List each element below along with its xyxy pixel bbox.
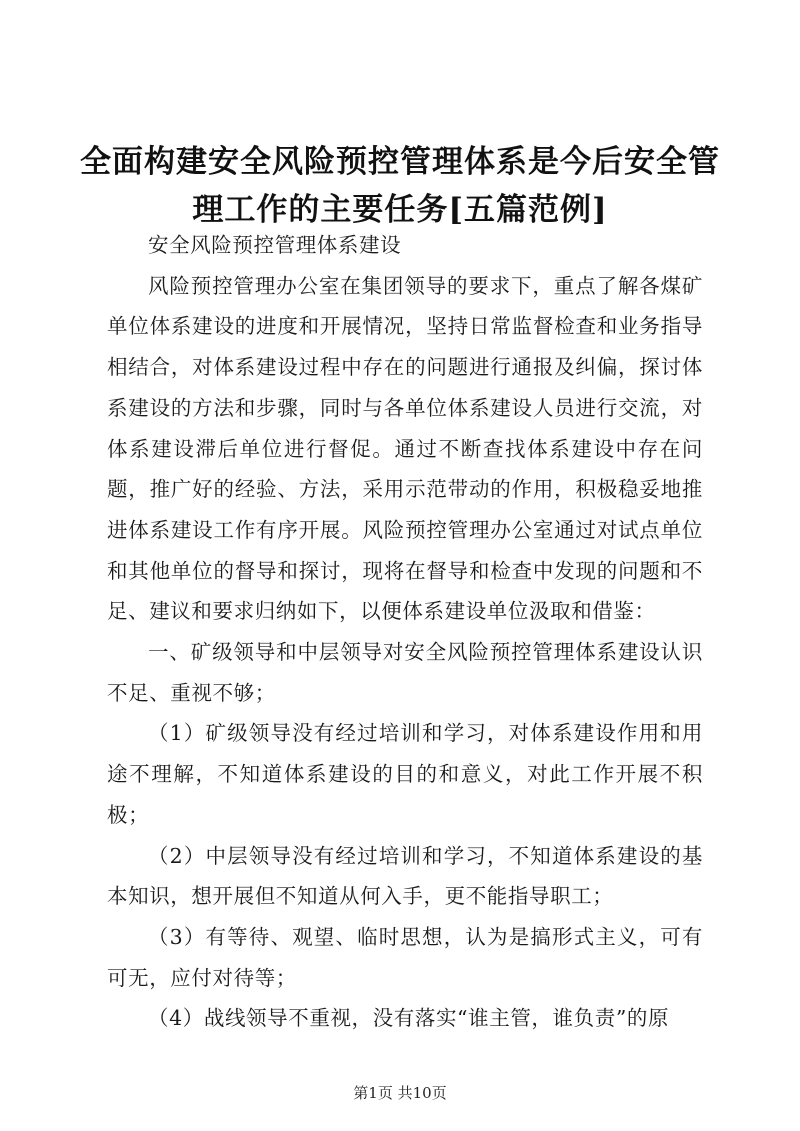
body-paragraph-point-1: 一、矿级领导和中层领导对安全风险预控管理体系建设认识不足、重视不够； [107, 640, 703, 705]
body-paragraph-item-1: （1）矿级领导没有经过培训和学习，对体系建设作用和用途不理解，不知道体系建设的目的和意义，对此工作开展不积极； [107, 721, 703, 827]
document-title: 全面构建安全风险预控管理体系是今后安全管理工作的主要任务[五篇范例] [80, 144, 720, 228]
document-body [107, 225, 703, 1039]
page-footer: 第1页 共10页 [353, 1084, 447, 1102]
body-paragraph-intro: 风险预控管理办公室在集团领导的要求下，重点了解各煤矿单位体系建设的进度和开展情况，坚持日常监督检查和业务指导相结合，对体系建设过程中存在的问题进行通报及纠偏，探讨体系建设的方法和步骤，同时与各单位体系建设人员进行交流，对体系建设滞后单位进行督促。通过不断查找体系建设中存在问题，推广好的经验、方法，采用示范带动的作用，积极稳妥地推进体系建设工作有序开展。风险预控管理办公室通过对试点单位和其他单位的督导和探讨，现将在督导和检查中发现的问题和不足、建议和要求归纳如下，以便体系建设单位汲取和借鉴： [107, 273, 703, 624]
section-heading: 安全风险预控管理体系建设 [148, 233, 402, 257]
body-paragraph-item-4: （4）战线领导不重视，没有落实“谁主管，谁负责”的原 [148, 1006, 670, 1031]
body-paragraph-item-3: （3）有等待、观望、临时思想，认为是搞形式主义，可有可无，应付对待等； [107, 924, 703, 990]
body-paragraph-item-2: （2）中层领导没有经过培训和学习，不知道体系建设的基本知识，想开展但不知道从何入手，更不能指导职工； [107, 843, 703, 909]
